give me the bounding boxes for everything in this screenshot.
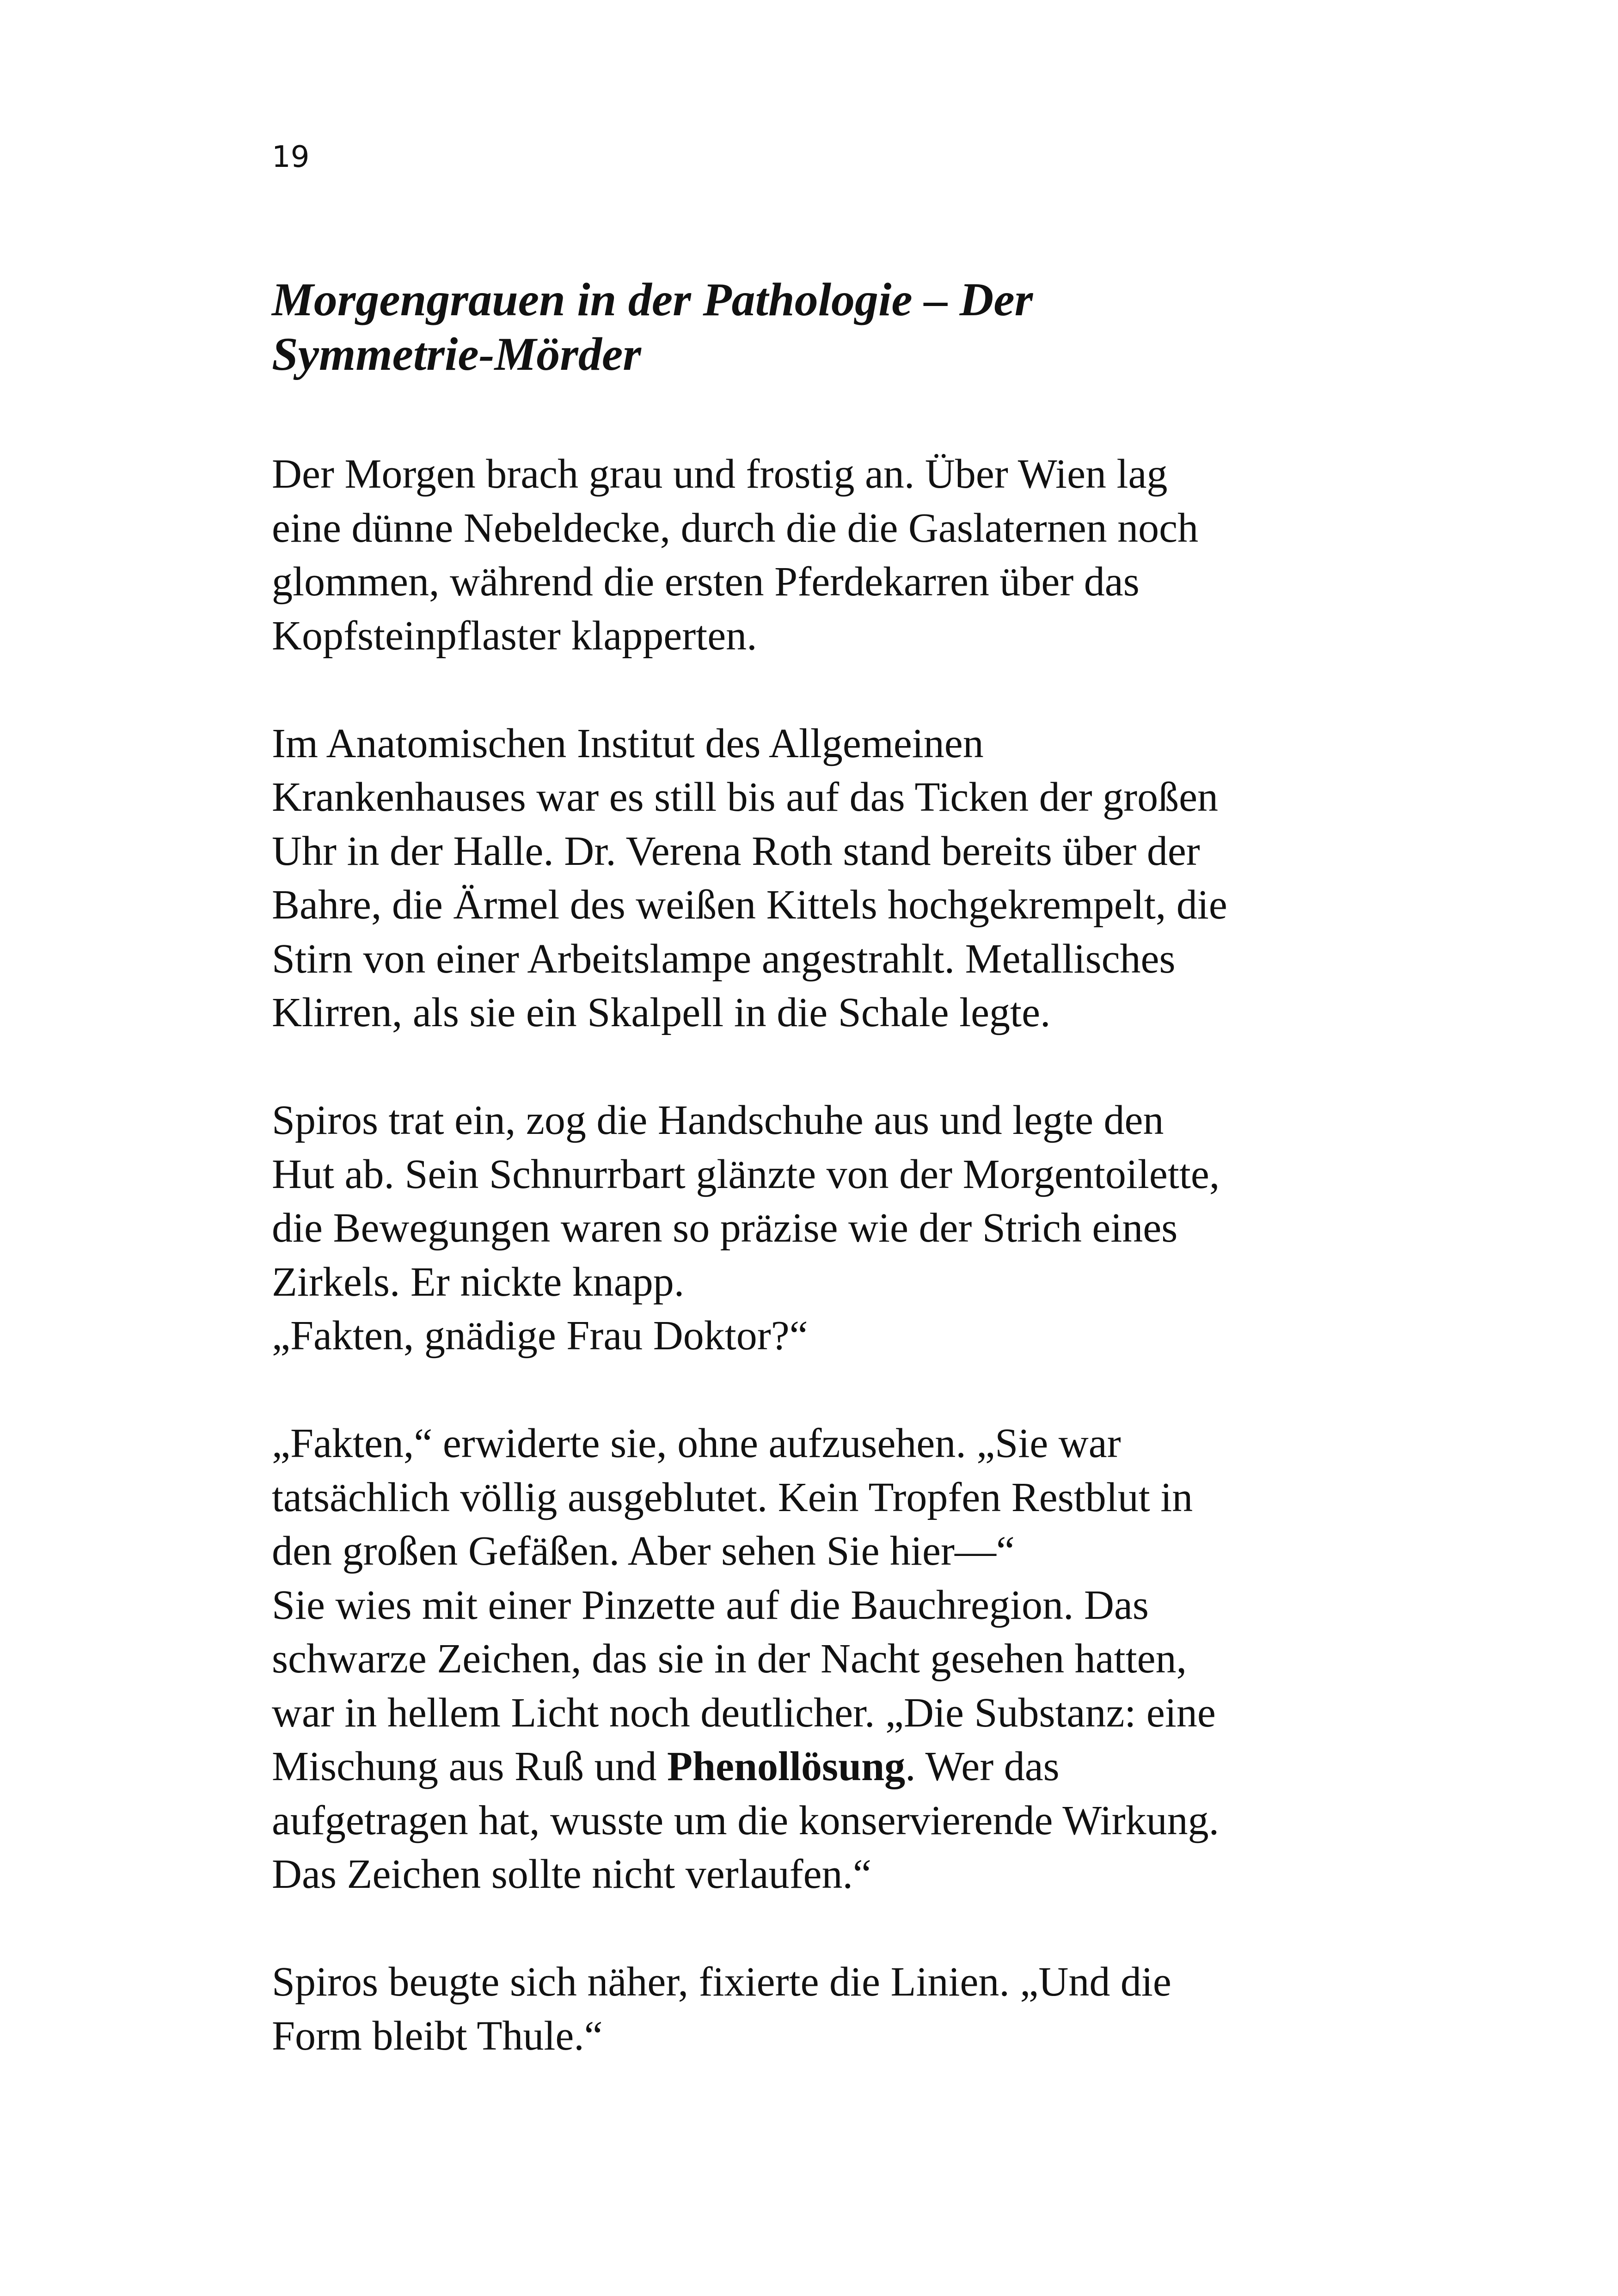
text-line: Bahre, die Ärmel des weißen Kittels hochgekrempelt, die — [272, 882, 1227, 928]
paragraph — [272, 717, 1381, 1040]
text-line: Stirn von einer Arbeitslampe angestrahlt. Metallisches — [272, 936, 1176, 982]
text-line: Der Morgen brach grau und frostig an. Über Wien lag — [272, 451, 1168, 497]
text-line: Im Anatomischen Institut des Allgemeinen — [272, 720, 984, 766]
chapter-title — [272, 273, 1381, 382]
bold-term: Phenollösung — [667, 1744, 906, 1789]
chapter-title-line: Symmetrie-Mörder — [272, 328, 641, 380]
text-line: Sie wies mit einer Pinzette auf die Bauchregion. Das — [272, 1582, 1149, 1628]
text-line: war in hellem Licht noch deutlicher. „Die Substanz: eine — [272, 1690, 1216, 1736]
paragraph — [272, 1094, 1381, 1363]
text-line: Spiros trat ein, zog die Handschuhe aus und legte den — [272, 1097, 1164, 1143]
dialogue-line: „Fakten, gnädige Frau Doktor?“ — [272, 1313, 808, 1359]
text-line: Zirkels. Er nickte knapp. — [272, 1259, 685, 1305]
text-line: Uhr in der Halle. Dr. Verena Roth stand bereits über der — [272, 828, 1200, 874]
text-line: Form bleibt Thule.“ — [272, 2013, 603, 2059]
paragraph — [272, 447, 1381, 663]
body-text — [272, 447, 1381, 2063]
text-line: Kopfsteinpflaster klapperten. — [272, 612, 757, 659]
chapter-title-line: Morgengrauen in der Pathologie – Der — [272, 274, 1033, 326]
text-line — [272, 1740, 1381, 1794]
text-line: Klirren, als sie ein Skalpell in die Schale legte. — [272, 990, 1051, 1035]
text-line: den großen Gefäßen. Aber sehen Sie hier—“ — [272, 1528, 1015, 1574]
paragraph-gap — [272, 1902, 1381, 1956]
paragraph-gap — [272, 1040, 1381, 1094]
text-line: Krankenhauses war es still bis auf das Ticken der großen — [272, 774, 1219, 820]
text-line: Hut ab. Sein Schnurrbart glänzte von der Morgentoilette, — [272, 1151, 1220, 1197]
text-line: Das Zeichen sollte nicht verlaufen.“ — [272, 1851, 871, 1897]
text-line: tatsächlich völlig ausgeblutet. Kein Tropfen Restblut in — [272, 1474, 1193, 1520]
text-span: . Wer das — [905, 1744, 1060, 1789]
paragraph-gap — [272, 1363, 1381, 1417]
text-line: eine dünne Nebeldecke, durch die die Gaslaternen noch — [272, 505, 1199, 551]
text-line: „Fakten,“ erwiderte sie, ohne aufzusehen. „Sie war — [272, 1420, 1121, 1466]
paragraph — [272, 1955, 1381, 2063]
text-span: Mischung aus Ruß und — [272, 1744, 667, 1789]
text-line: die Bewegungen waren so präzise wie der Strich eines — [272, 1205, 1178, 1251]
paragraph — [272, 1417, 1381, 1902]
text-line: glommen, während die ersten Pferdekarren über das — [272, 559, 1140, 605]
text-line: Spiros beugte sich näher, fixierte die Linien. „Und die — [272, 1959, 1171, 2005]
text-line: schwarze Zeichen, das sie in der Nacht gesehen hatten, — [272, 1636, 1187, 1682]
page-number: 19 — [272, 140, 310, 174]
text-line: aufgetragen hat, wusste um die konservierende Wirkung. — [272, 1797, 1220, 1843]
paragraph-gap — [272, 663, 1381, 717]
